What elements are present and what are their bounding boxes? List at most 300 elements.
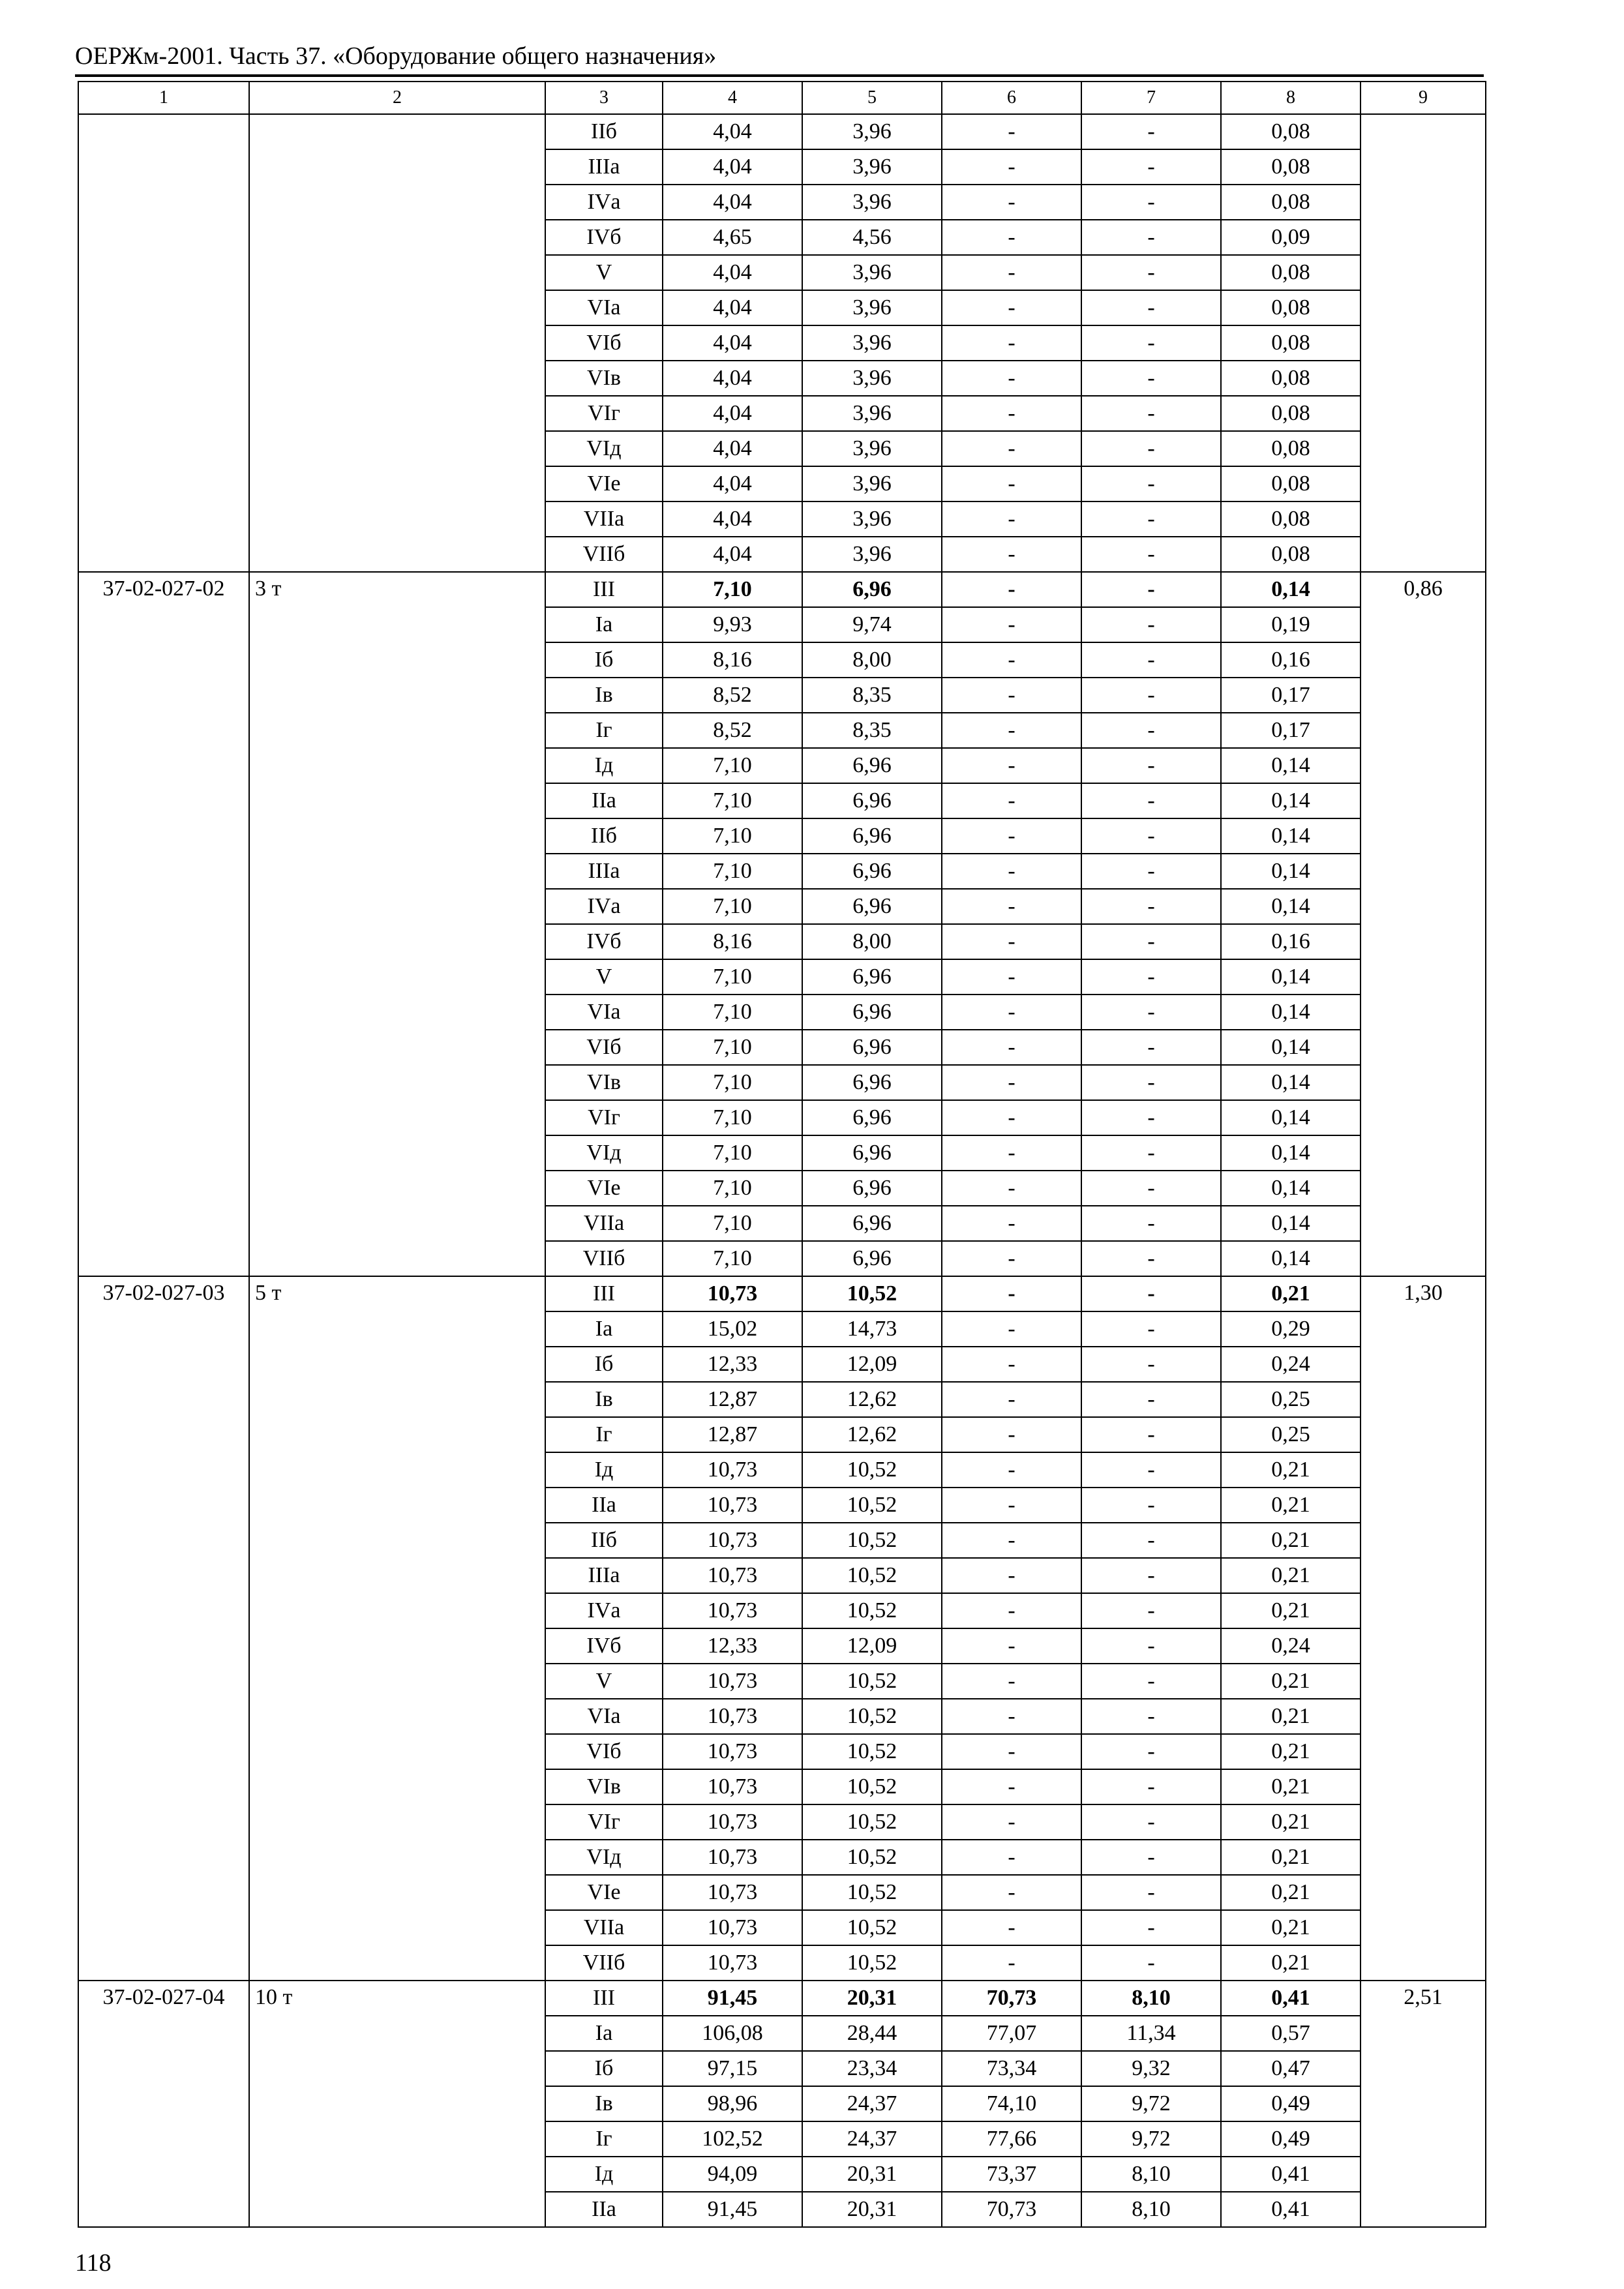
value-cell: 8,16	[663, 642, 802, 678]
zone-cell: IVа	[545, 1593, 663, 1628]
value-cell: -	[1081, 290, 1221, 325]
value-cell: 7,10	[663, 1241, 802, 1276]
rate-code	[78, 114, 249, 572]
value-cell: 0,08	[1221, 537, 1361, 572]
value-cell: 0,14	[1221, 959, 1361, 995]
value-cell: 98,96	[663, 2086, 802, 2121]
zone-cell: IVб	[545, 1628, 663, 1664]
value-cell: 10,52	[802, 1734, 942, 1769]
value-cell: 91,45	[663, 1981, 802, 2016]
value-cell: 0,41	[1221, 1981, 1361, 2016]
zone-cell: VIб	[545, 1734, 663, 1769]
value-cell: 0,21	[1221, 1769, 1361, 1804]
value-cell: 0,49	[1221, 2086, 1361, 2121]
value-cell: -	[942, 149, 1081, 185]
value-cell: 9,74	[802, 607, 942, 642]
value-cell: 6,96	[802, 748, 942, 783]
value-cell: 0,17	[1221, 713, 1361, 748]
value-cell: 0,17	[1221, 678, 1361, 713]
rate-code: 37-02-027-02	[78, 572, 249, 1276]
value-cell: 20,31	[802, 2157, 942, 2192]
value-cell: 0,14	[1221, 1135, 1361, 1171]
zone-cell: Iг	[545, 713, 663, 748]
value-cell: -	[942, 1593, 1081, 1628]
value-cell: -	[1081, 748, 1221, 783]
value-cell: -	[1081, 783, 1221, 818]
header-rule	[75, 74, 1484, 77]
value-cell: 7,10	[663, 572, 802, 607]
zone-cell: Iд	[545, 1452, 663, 1488]
value-cell: -	[1081, 1804, 1221, 1840]
value-cell: 74,10	[942, 2086, 1081, 2121]
value-cell: -	[1081, 889, 1221, 924]
value-cell: -	[942, 501, 1081, 537]
value-cell: 10,73	[663, 1945, 802, 1981]
value-cell: -	[942, 255, 1081, 290]
value-cell: 0,57	[1221, 2016, 1361, 2051]
value-cell: -	[1081, 1347, 1221, 1382]
zone-cell: VIIб	[545, 537, 663, 572]
value-cell: -	[942, 1065, 1081, 1100]
value-cell: 10,73	[663, 1558, 802, 1593]
value-cell: -	[942, 361, 1081, 396]
zone-cell: VIг	[545, 1100, 663, 1135]
value-cell: -	[1081, 1840, 1221, 1875]
value-cell: 0,29	[1221, 1311, 1361, 1347]
value-cell: -	[1081, 1558, 1221, 1593]
equipment-capacity: 10 т	[249, 1981, 545, 2227]
value-cell: -	[942, 959, 1081, 995]
value-cell: 28,44	[802, 2016, 942, 2051]
value-cell: 3,96	[802, 466, 942, 501]
value-cell: 7,10	[663, 1065, 802, 1100]
value-cell: 10,73	[663, 1734, 802, 1769]
value-cell: 7,10	[663, 818, 802, 854]
value-cell: 10,73	[663, 1452, 802, 1488]
value-cell: -	[1081, 1206, 1221, 1241]
value-cell: 0,47	[1221, 2051, 1361, 2086]
zone-cell: Iа	[545, 607, 663, 642]
value-cell: 0,21	[1221, 1804, 1361, 1840]
value-cell: -	[942, 1241, 1081, 1276]
value-cell: -	[942, 1206, 1081, 1241]
value-cell: 3,96	[802, 431, 942, 466]
value-cell: 102,52	[663, 2121, 802, 2157]
value-cell: 4,04	[663, 149, 802, 185]
zone-cell: IIIа	[545, 1558, 663, 1593]
value-cell: -	[1081, 713, 1221, 748]
value-cell: -	[942, 783, 1081, 818]
value-cell: 0,41	[1221, 2192, 1361, 2227]
value-cell: 0,21	[1221, 1452, 1361, 1488]
value-cell: 9,93	[663, 607, 802, 642]
value-cell: 0,21	[1221, 1840, 1361, 1875]
value-cell: 0,25	[1221, 1417, 1361, 1452]
value-cell: 73,34	[942, 2051, 1081, 2086]
value-cell: -	[1081, 1311, 1221, 1347]
value-cell: 0,21	[1221, 1593, 1361, 1628]
value-cell: 0,08	[1221, 255, 1361, 290]
value-cell: 70,73	[942, 2192, 1081, 2227]
value-cell: -	[942, 1840, 1081, 1875]
value-cell: -	[942, 1452, 1081, 1488]
value-cell: -	[1081, 431, 1221, 466]
value-cell: 4,04	[663, 290, 802, 325]
value-cell: 4,04	[663, 466, 802, 501]
zone-cell: IIа	[545, 783, 663, 818]
value-cell: -	[1081, 325, 1221, 361]
value-cell: -	[942, 1311, 1081, 1347]
value-cell: -	[1081, 1065, 1221, 1100]
value-cell: 10,73	[663, 1699, 802, 1734]
zone-cell: III	[545, 1981, 663, 2016]
zone-cell: VIа	[545, 1699, 663, 1734]
value-cell: 7,10	[663, 748, 802, 783]
value-cell: -	[1081, 1664, 1221, 1699]
value-cell: 8,16	[663, 924, 802, 959]
value-cell: -	[942, 713, 1081, 748]
zone-cell: Iг	[545, 1417, 663, 1452]
value-cell: -	[1081, 995, 1221, 1030]
value-cell: 0,21	[1221, 1664, 1361, 1699]
value-cell: 8,10	[1081, 2157, 1221, 2192]
value-cell: -	[942, 1945, 1081, 1981]
zone-cell: III	[545, 1276, 663, 1311]
table-row	[78, 1276, 1486, 1311]
column-number-3: 3	[545, 82, 663, 114]
value-cell: 10,73	[663, 1840, 802, 1875]
value-cell: 0,41	[1221, 2157, 1361, 2192]
value-cell: -	[1081, 678, 1221, 713]
value-cell: 10,52	[802, 1523, 942, 1558]
value-cell: -	[942, 1875, 1081, 1910]
value-cell: 0,08	[1221, 149, 1361, 185]
value-cell: 0,14	[1221, 783, 1361, 818]
value-cell: 10,73	[663, 1804, 802, 1840]
zone-cell: IVа	[545, 889, 663, 924]
value-cell: 10,52	[802, 1699, 942, 1734]
value-cell: 10,52	[802, 1593, 942, 1628]
zone-cell: Iв	[545, 1382, 663, 1417]
value-cell: 0,21	[1221, 1276, 1361, 1311]
value-cell: 4,04	[663, 185, 802, 220]
value-cell: 10,52	[802, 1945, 942, 1981]
value-cell: 10,52	[802, 1840, 942, 1875]
value-cell: 4,04	[663, 114, 802, 149]
value-cell: 24,37	[802, 2086, 942, 2121]
value-cell: -	[1081, 501, 1221, 537]
value-cell: 0,14	[1221, 572, 1361, 607]
value-cell: 10,73	[663, 1593, 802, 1628]
value-cell: 10,52	[802, 1664, 942, 1699]
value-cell: -	[942, 220, 1081, 255]
value-cell: 3,96	[802, 325, 942, 361]
zone-cell: IIб	[545, 114, 663, 149]
value-cell: 0,08	[1221, 361, 1361, 396]
value-cell: 0,14	[1221, 854, 1361, 889]
value-cell: 6,96	[802, 1030, 942, 1065]
value-cell: 8,35	[802, 678, 942, 713]
value-cell: -	[942, 818, 1081, 854]
zone-cell: VIе	[545, 1171, 663, 1206]
value-cell: -	[942, 1804, 1081, 1840]
value-cell: 3,96	[802, 501, 942, 537]
value-cell: -	[942, 1382, 1081, 1417]
zone-cell: V	[545, 255, 663, 290]
value-cell: -	[1081, 1276, 1221, 1311]
value-cell: 7,10	[663, 959, 802, 995]
value-cell: 12,33	[663, 1347, 802, 1382]
zone-cell: VIд	[545, 1840, 663, 1875]
column-number-row	[78, 82, 1486, 114]
value-cell: 7,10	[663, 1135, 802, 1171]
value-cell: 10,52	[802, 1452, 942, 1488]
value-cell: -	[942, 889, 1081, 924]
value-cell: -	[1081, 396, 1221, 431]
value-cell: -	[942, 678, 1081, 713]
column-9-value: 2,51	[1361, 1981, 1486, 2227]
value-cell: -	[942, 607, 1081, 642]
zone-cell: VIг	[545, 1804, 663, 1840]
value-cell: 9,32	[1081, 2051, 1221, 2086]
value-cell: 10,73	[663, 1769, 802, 1804]
value-cell: 0,21	[1221, 1910, 1361, 1945]
zone-cell: VIв	[545, 361, 663, 396]
value-cell: 12,87	[663, 1417, 802, 1452]
value-cell: 9,72	[1081, 2121, 1221, 2157]
value-cell: 14,73	[802, 1311, 942, 1347]
zone-cell: IIа	[545, 2192, 663, 2227]
value-cell: -	[942, 396, 1081, 431]
value-cell: 0,21	[1221, 1488, 1361, 1523]
value-cell: 12,62	[802, 1382, 942, 1417]
value-cell: 0,14	[1221, 1171, 1361, 1206]
value-cell: 0,08	[1221, 431, 1361, 466]
value-cell: 4,04	[663, 255, 802, 290]
value-cell: -	[1081, 572, 1221, 607]
value-cell: 0,24	[1221, 1347, 1361, 1382]
zone-cell: VIIа	[545, 1206, 663, 1241]
value-cell: 12,62	[802, 1417, 942, 1452]
value-cell: 3,96	[802, 290, 942, 325]
zone-cell: Iа	[545, 2016, 663, 2051]
value-cell: 0,14	[1221, 1065, 1361, 1100]
value-cell: 10,52	[802, 1875, 942, 1910]
value-cell: 7,10	[663, 889, 802, 924]
value-cell: -	[1081, 1875, 1221, 1910]
value-cell: -	[1081, 1523, 1221, 1558]
value-cell: 12,09	[802, 1628, 942, 1664]
value-cell: 7,10	[663, 995, 802, 1030]
column-number-9: 9	[1361, 82, 1486, 114]
value-cell: -	[942, 1523, 1081, 1558]
value-cell: 7,10	[663, 783, 802, 818]
value-cell: 0,49	[1221, 2121, 1361, 2157]
zone-cell: VIб	[545, 325, 663, 361]
zone-cell: Iв	[545, 678, 663, 713]
zone-cell: IIIа	[545, 854, 663, 889]
zone-cell: Iв	[545, 2086, 663, 2121]
value-cell: 0,14	[1221, 1206, 1361, 1241]
column-9-value: 1,30	[1361, 1276, 1486, 1981]
value-cell: 8,35	[802, 713, 942, 748]
value-cell: 4,65	[663, 220, 802, 255]
value-cell: 24,37	[802, 2121, 942, 2157]
zone-cell: VIе	[545, 466, 663, 501]
zone-cell: VIе	[545, 1875, 663, 1910]
value-cell: 3,96	[802, 255, 942, 290]
value-cell: -	[1081, 1734, 1221, 1769]
value-cell: 3,96	[802, 185, 942, 220]
value-cell: 106,08	[663, 2016, 802, 2051]
value-cell: 77,07	[942, 2016, 1081, 2051]
zone-cell: III	[545, 572, 663, 607]
value-cell: 7,10	[663, 1206, 802, 1241]
zone-cell: VIIб	[545, 1241, 663, 1276]
value-cell: -	[942, 1135, 1081, 1171]
value-cell: -	[942, 1558, 1081, 1593]
table-row	[78, 572, 1486, 607]
zone-cell: IIб	[545, 1523, 663, 1558]
value-cell: 0,14	[1221, 889, 1361, 924]
value-cell: 7,10	[663, 854, 802, 889]
value-cell: 6,96	[802, 1171, 942, 1206]
value-cell: 10,73	[663, 1276, 802, 1311]
column-number-7: 7	[1081, 82, 1221, 114]
value-cell: 4,04	[663, 431, 802, 466]
column-number-5: 5	[802, 82, 942, 114]
table-row	[78, 1981, 1486, 2016]
value-cell: -	[1081, 1241, 1221, 1276]
zone-cell: VIг	[545, 396, 663, 431]
zone-cell: V	[545, 1664, 663, 1699]
value-cell: -	[1081, 1945, 1221, 1981]
value-cell: -	[942, 1664, 1081, 1699]
value-cell: 0,14	[1221, 1241, 1361, 1276]
value-cell: 6,96	[802, 854, 942, 889]
value-cell: 4,04	[663, 537, 802, 572]
value-cell: 6,96	[802, 783, 942, 818]
zone-cell: IVб	[545, 220, 663, 255]
rate-code: 37-02-027-04	[78, 1981, 249, 2227]
zone-cell: VIIа	[545, 1910, 663, 1945]
page-number: 118	[75, 2249, 112, 2277]
value-cell: -	[942, 431, 1081, 466]
zone-cell: Iд	[545, 2157, 663, 2192]
column-9-value	[1361, 114, 1486, 572]
value-cell: -	[942, 748, 1081, 783]
value-cell: 0,08	[1221, 114, 1361, 149]
value-cell: 77,66	[942, 2121, 1081, 2157]
value-cell: 0,21	[1221, 1558, 1361, 1593]
value-cell: -	[1081, 1628, 1221, 1664]
value-cell: 94,09	[663, 2157, 802, 2192]
value-cell: -	[1081, 959, 1221, 995]
value-cell: 6,96	[802, 1135, 942, 1171]
value-cell: -	[1081, 185, 1221, 220]
value-cell: 6,96	[802, 818, 942, 854]
value-cell: 8,52	[663, 713, 802, 748]
value-cell: -	[1081, 1769, 1221, 1804]
value-cell: 6,96	[802, 1065, 942, 1100]
value-cell: -	[1081, 537, 1221, 572]
value-cell: 0,08	[1221, 325, 1361, 361]
value-cell: 4,04	[663, 361, 802, 396]
value-cell: 6,96	[802, 1206, 942, 1241]
value-cell: 4,04	[663, 396, 802, 431]
rates-table	[78, 81, 1486, 2228]
value-cell: 0,16	[1221, 924, 1361, 959]
value-cell: 0,14	[1221, 995, 1361, 1030]
rate-code: 37-02-027-03	[78, 1276, 249, 1981]
zone-cell: IIа	[545, 1488, 663, 1523]
zone-cell: Iг	[545, 2121, 663, 2157]
value-cell: 0,14	[1221, 748, 1361, 783]
value-cell: 0,21	[1221, 1523, 1361, 1558]
value-cell: -	[942, 466, 1081, 501]
value-cell: -	[1081, 1135, 1221, 1171]
value-cell: 0,21	[1221, 1875, 1361, 1910]
value-cell: 3,96	[802, 361, 942, 396]
value-cell: -	[1081, 1100, 1221, 1135]
value-cell: 10,73	[663, 1523, 802, 1558]
zone-cell: Iб	[545, 642, 663, 678]
value-cell: 0,25	[1221, 1382, 1361, 1417]
value-cell: -	[942, 1347, 1081, 1382]
value-cell: 15,02	[663, 1311, 802, 1347]
value-cell: 10,52	[802, 1769, 942, 1804]
value-cell: 11,34	[1081, 2016, 1221, 2051]
value-cell: -	[942, 924, 1081, 959]
value-cell: 10,52	[802, 1910, 942, 1945]
value-cell: 10,52	[802, 1804, 942, 1840]
value-cell: -	[942, 1276, 1081, 1311]
value-cell: -	[942, 1030, 1081, 1065]
value-cell: -	[942, 1488, 1081, 1523]
value-cell: 10,73	[663, 1664, 802, 1699]
value-cell: 12,33	[663, 1628, 802, 1664]
value-cell: 8,10	[1081, 1981, 1221, 2016]
zone-cell: IIIа	[545, 149, 663, 185]
value-cell: -	[1081, 924, 1221, 959]
value-cell: -	[942, 1417, 1081, 1452]
value-cell: 20,31	[802, 1981, 942, 2016]
zone-cell: Iд	[545, 748, 663, 783]
zone-cell: Iб	[545, 2051, 663, 2086]
equipment-capacity: 3 т	[249, 572, 545, 1276]
zone-cell: VIв	[545, 1065, 663, 1100]
value-cell: 12,87	[663, 1382, 802, 1417]
value-cell: -	[942, 572, 1081, 607]
value-cell: 3,96	[802, 114, 942, 149]
value-cell: -	[1081, 466, 1221, 501]
value-cell: 0,08	[1221, 185, 1361, 220]
value-cell: -	[942, 185, 1081, 220]
value-cell: -	[1081, 1699, 1221, 1734]
value-cell: -	[942, 1628, 1081, 1664]
value-cell: 0,08	[1221, 466, 1361, 501]
zone-cell: VIд	[545, 1135, 663, 1171]
zone-cell: VIIб	[545, 1945, 663, 1981]
value-cell: 3,96	[802, 396, 942, 431]
value-cell: 6,96	[802, 1241, 942, 1276]
value-cell: 4,04	[663, 325, 802, 361]
zone-cell: VIд	[545, 431, 663, 466]
value-cell: -	[942, 1171, 1081, 1206]
value-cell: -	[1081, 149, 1221, 185]
value-cell: 0,16	[1221, 642, 1361, 678]
value-cell: 97,15	[663, 2051, 802, 2086]
